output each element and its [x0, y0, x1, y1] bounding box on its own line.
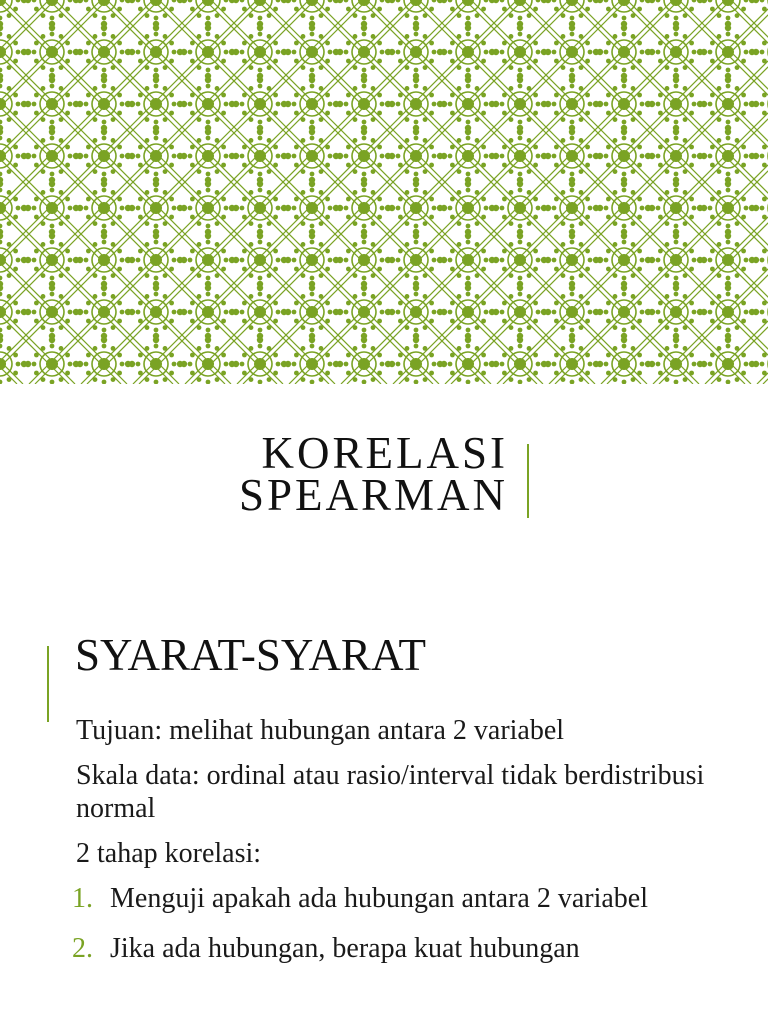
- list-item-number: 2.: [72, 933, 93, 964]
- slide-title-line-2: SPEARMAN: [238, 470, 508, 520]
- body-paragraph-stages: 2 tahap korelasi:: [76, 838, 262, 869]
- heading-accent-bar: [47, 646, 49, 722]
- slide-title: [238, 428, 508, 520]
- stages-list: [72, 882, 716, 965]
- section-heading: SYARAT-SYARAT: [75, 630, 426, 680]
- slide-body: [72, 714, 716, 982]
- list-item: [72, 882, 716, 915]
- body-paragraph-purpose: Tujuan: melihat hubungan antara 2 variabel: [76, 715, 565, 746]
- title-accent-bar: [527, 444, 529, 518]
- list-item-text: Jika ada hubungan, berapa kuat hubungan: [110, 933, 580, 964]
- geometric-pattern-graphic: [0, 0, 768, 384]
- slide-title-line-1: KORELASI: [261, 428, 508, 478]
- list-item: [72, 932, 716, 965]
- body-paragraph-data-scale: Skala data: ordinal atau rasio/interval tidak berdistribusi normal: [76, 760, 705, 824]
- list-item-number: 1.: [72, 883, 93, 914]
- decorative-pattern-banner: [0, 0, 768, 384]
- list-item-text: Menguji apakah ada hubungan antara 2 variabel: [110, 883, 649, 914]
